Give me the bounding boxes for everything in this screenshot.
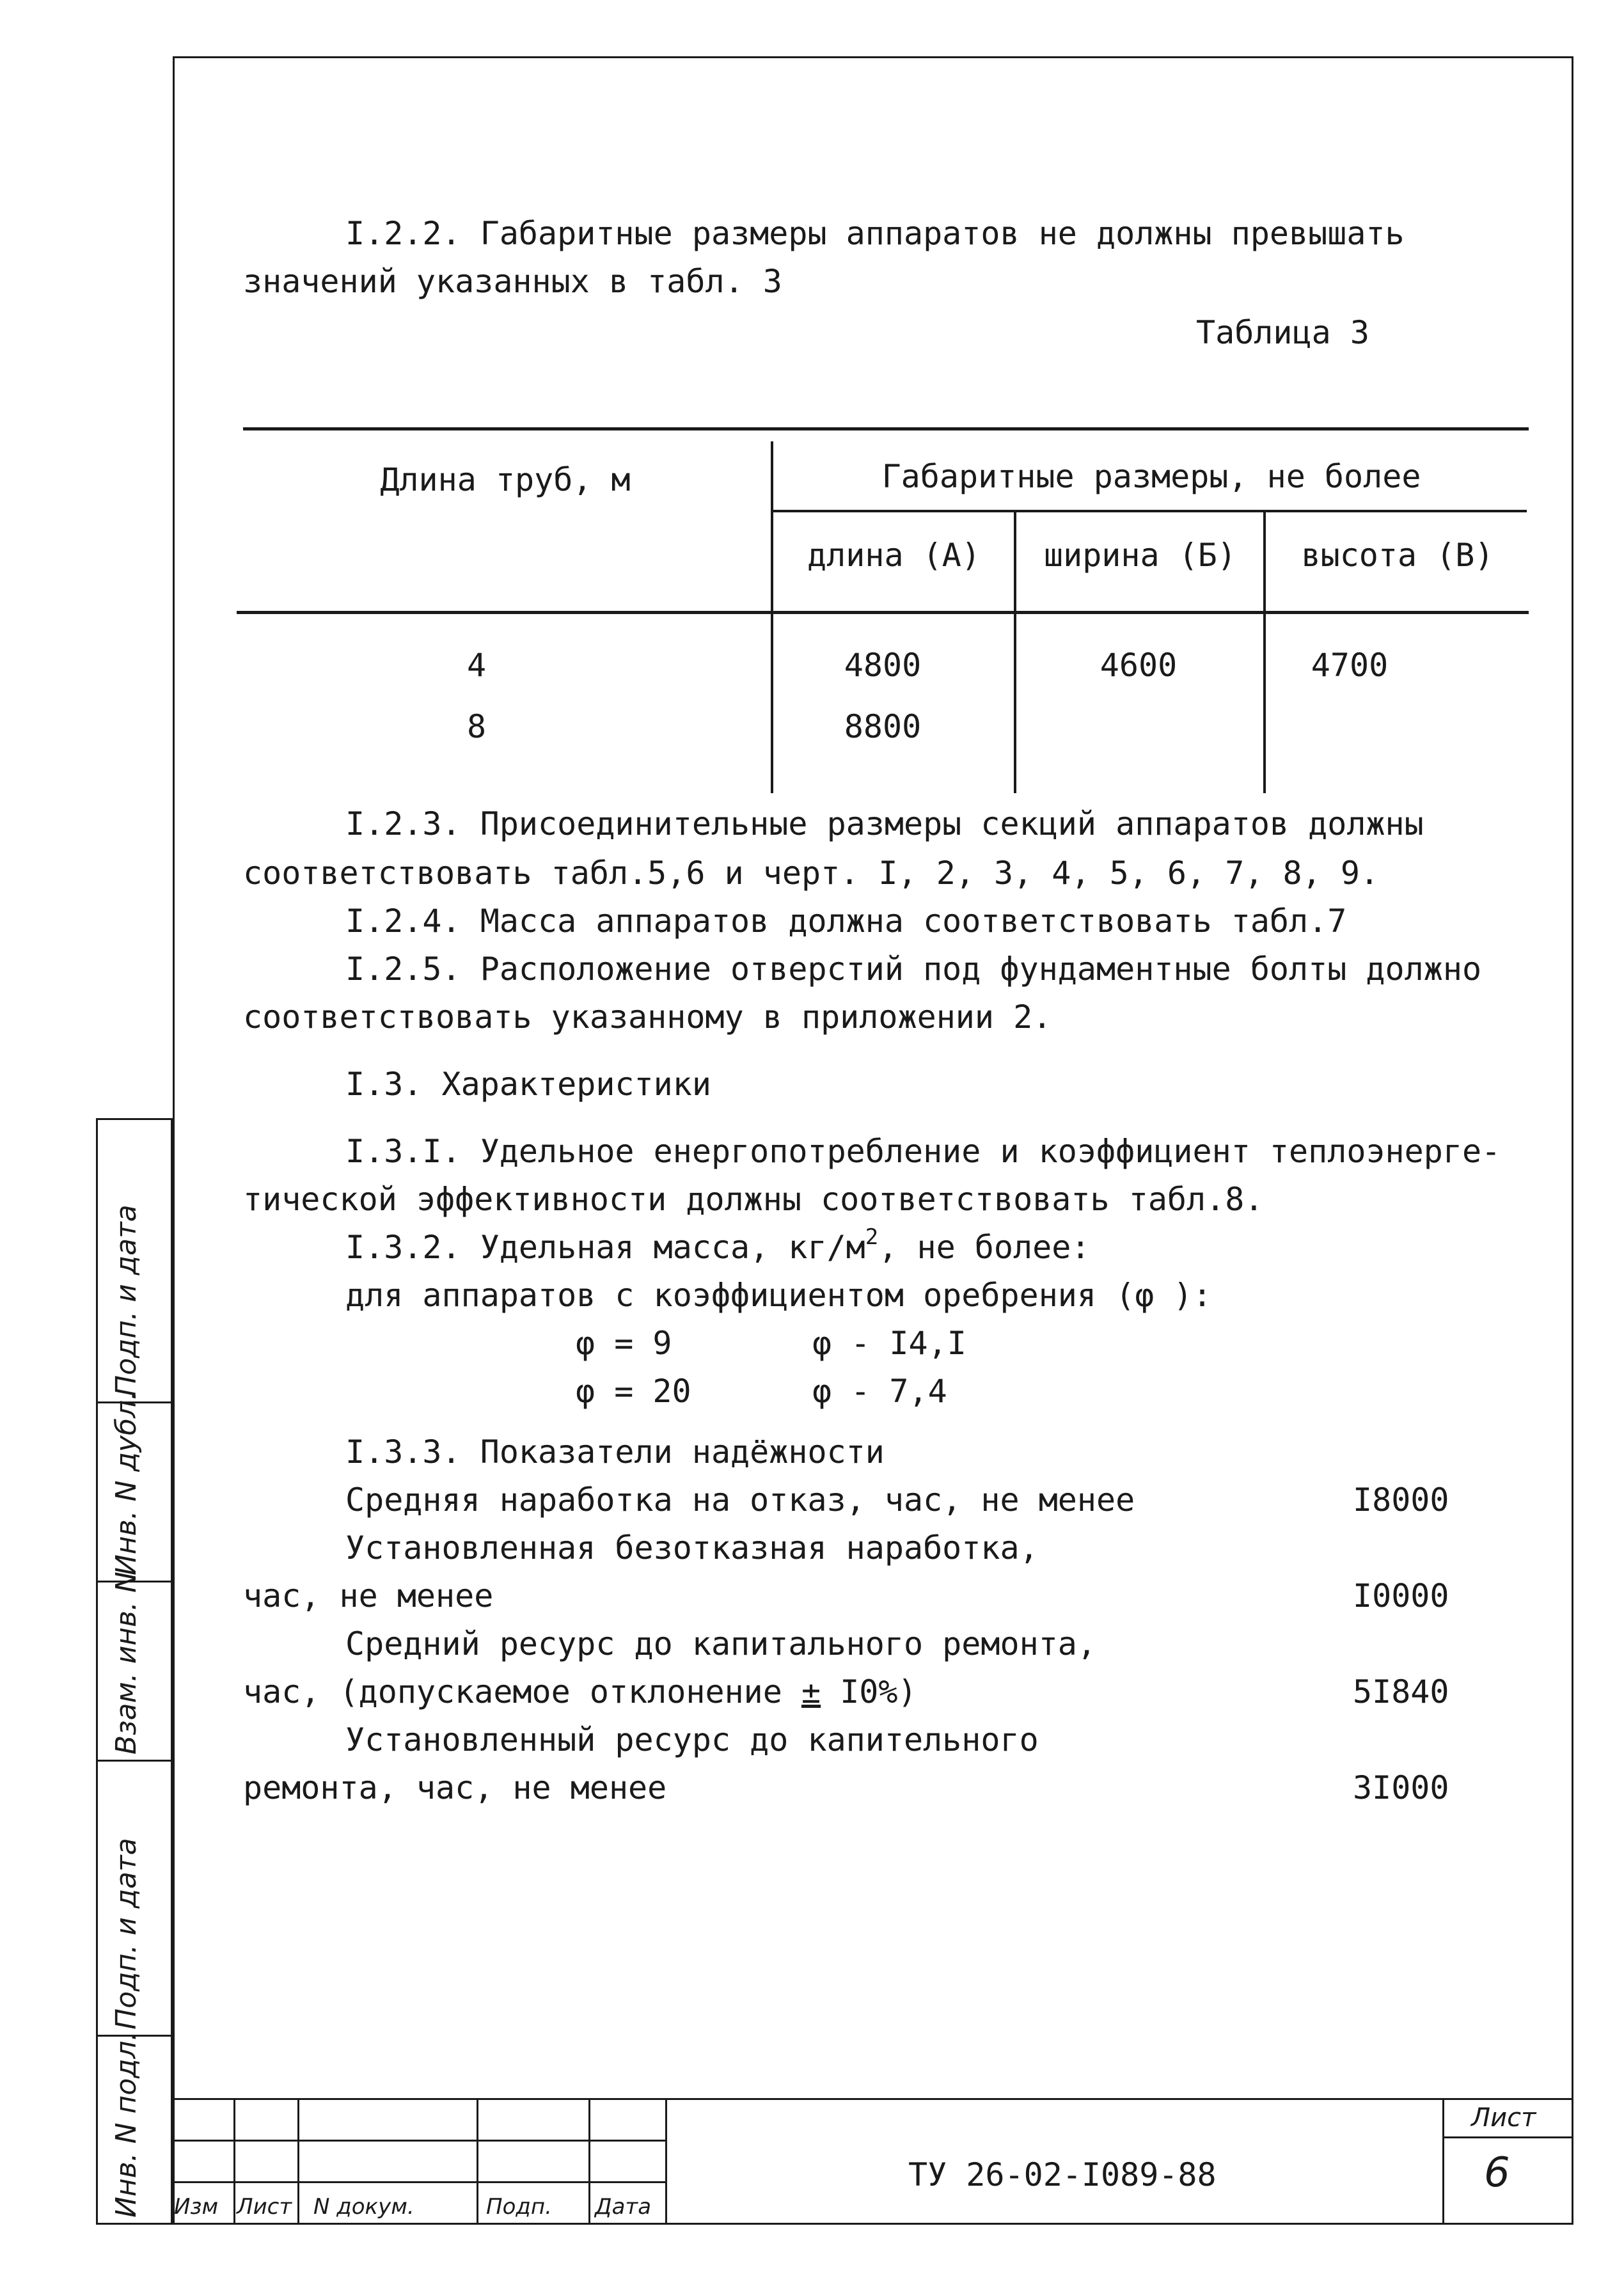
phi-row1-a: φ = 9 xyxy=(576,1325,672,1362)
p124: I.2.4. Масса аппаратов должна соответствовать табл.7 xyxy=(345,903,1347,940)
reliability-label: Средний ресурс до капитального ремонта, xyxy=(345,1625,1096,1662)
table-row: 8 xyxy=(466,708,487,745)
p123-line1: I.2.3. Присоединительные размеры секций аппаратов должны xyxy=(345,805,1424,842)
table-row: 4 xyxy=(466,647,487,684)
section-1-3-heading: I.3. Характеристики xyxy=(345,1066,711,1103)
side-stamp-label: Инв. N подл. xyxy=(110,2032,143,2218)
table-cell-b: 4600 xyxy=(1100,647,1178,684)
p133: I.3.3. Показатели надёжности xyxy=(345,1433,885,1471)
side-stamp-label: Подп. и дата xyxy=(110,1204,143,1396)
p122-line2: значений указанных в табл. 3 xyxy=(243,263,782,300)
table-header-b: ширина (Б) xyxy=(1043,537,1237,574)
side-stamp-cell xyxy=(98,1391,171,1581)
reliability-value: I0000 xyxy=(1353,1577,1449,1614)
p123-line2: соответствовать табл.5,6 и черт. I, 2, 3, 4, 5, 6, 7, 8, 9. xyxy=(243,855,1380,892)
side-stamp-cell xyxy=(98,1572,171,1760)
superscript: 2 xyxy=(865,1224,879,1251)
reliability-value: I8000 xyxy=(1353,1481,1449,1519)
document-code: ТУ 26-02-I089-88 xyxy=(908,2156,1217,2193)
title-block-label-date: Дата xyxy=(595,2194,652,2220)
side-stamp-label: Взам. инв. N xyxy=(110,1572,143,1755)
title-block-label-doc: N докум. xyxy=(313,2194,414,2220)
reliability-label: Установленная безотказная наработка, xyxy=(345,1529,1039,1567)
side-stamp-label: Подп. и дата xyxy=(110,1838,143,2030)
reliability-label: час, не менее xyxy=(243,1577,494,1614)
sheet-number: 6 xyxy=(1484,2149,1510,2197)
p122-line1: I.2.2. Габаритные размеры аппаратов не должны превышать xyxy=(345,215,1405,252)
reliability-label: Установленный ресурс до капительного xyxy=(345,1721,1039,1758)
phi-row2-a: φ = 20 xyxy=(576,1373,691,1410)
p125-line2: соответствовать указанному в приложении 2. xyxy=(243,998,1052,1036)
table-header-length: Длина труб, м xyxy=(380,461,631,498)
title-block-label-sign: Подп. xyxy=(486,2194,552,2220)
plus-minus: ± xyxy=(801,1673,821,1710)
table-header-group: Габаритные размеры, не более xyxy=(881,458,1421,495)
table-header-a: длина (А) xyxy=(807,537,981,574)
reliability-value: 3I000 xyxy=(1353,1769,1449,1806)
side-stamp-cell xyxy=(98,1120,171,1401)
side-stamp-cell xyxy=(98,1760,171,2035)
p131-line2: тической эффективности должны соответствовать табл.8. xyxy=(243,1181,1264,1218)
table-caption: Таблица 3 xyxy=(1196,314,1369,351)
reliability-value: 5I840 xyxy=(1353,1673,1449,1710)
reliability-label: ремонта, час, не менее xyxy=(243,1769,667,1806)
p132-line1: I.3.2. Удельная масса, $кг/м^2$, не более: xyxy=(345,1224,1091,1266)
side-stamp xyxy=(96,1118,173,2225)
reliability-label: Средняя наработка на отказ, час, не менее xyxy=(345,1481,1135,1519)
sheet-label: Лист xyxy=(1471,2103,1536,2133)
side-stamp-cell xyxy=(98,2032,171,2223)
title-block-label-list: Лист xyxy=(237,2194,292,2220)
table-header-c: высота (В) xyxy=(1301,537,1494,574)
table-cell-a: 8800 xyxy=(844,708,922,745)
phi-row2-b: φ - 7,4 xyxy=(812,1373,947,1410)
p131-line1: I.3.I. Удельное енергопотребление и коэффициент теплоэнерге- xyxy=(345,1133,1501,1170)
reliability-label: час, (допускаемое отклонение ± I0%) xyxy=(243,1673,917,1710)
table-cell-a: 4800 xyxy=(844,647,922,684)
side-stamp-label: Инв. N дубл. xyxy=(110,1391,143,1575)
title-block-label-izm: Изм xyxy=(174,2194,219,2220)
p125-line1: I.2.5. Расположение отверстий под фундаментные болты должно xyxy=(345,951,1482,988)
table-cell-c: 4700 xyxy=(1311,647,1389,684)
p132-line2: для аппаратов с коэффициентом оребрения (φ ): xyxy=(345,1277,1212,1314)
phi-row1-b: φ - I4,I xyxy=(812,1325,966,1362)
